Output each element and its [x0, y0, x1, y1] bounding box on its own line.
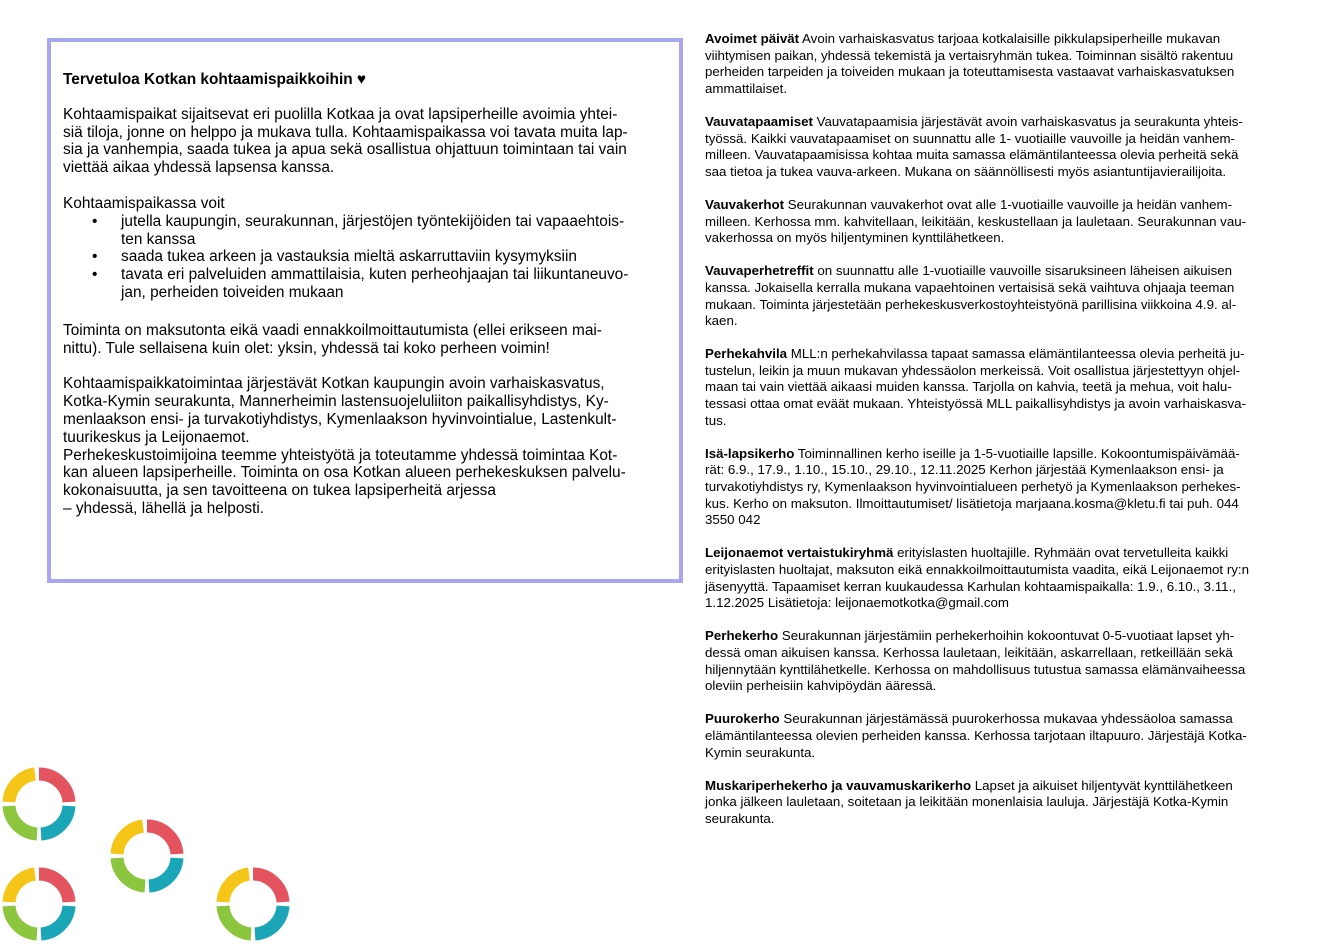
logo-arc-green [117, 858, 145, 886]
activity-text: Vauvatapaamisia järjestävät avoin varhaiskasvatus ja seurakunta yhteis- työssä. Kaikki vauvatapaamiset on suunnattu alle 1- vuotiaille vauvoille ja heidän vanhem- milleen. Vauvatapaamisissa kohtaa muita samassa elämäntilanteessa olevia perheitä sekä saa tietoa ja tukea vauva-arkeen. Mukana on säännöllisesti myös asiantuntijavierailijoita. [705, 113, 1243, 179]
activity-text: erityislasten huoltajille. Ryhmään ovat tervetulleita kaikki erityislasten huoltajat, maksuton eikä ennakkoilmoittautumista vaadita, eikä Leijonaemot ry:n jäsenyyttä. Tapaamiset kerran kuukaudessa Karhulan kohtaamispaikalla: 1.9., 6.10., 3.11., 1.12.2025 Lisätietoja: leijonaemotkotka@gmail.com [705, 545, 1249, 611]
activity-text: Seurakunnan järjestämässä puurokerhossa mukavaa yhdessäoloa samassa elämäntilanteessa olevien perheiden kanssa. Kerhossa tarjotaan iltapuuro. Järjestäjä Kotka- Kymin seurakunta. [705, 711, 1247, 760]
activity-text: MLL:n perhekahvilassa tapaat samassa elämäntilanteessa olevia perheitä ju- tustelun, leikin ja muun mukavan yhdessäolon merkeissä. Voit osallistua järjestettyyn ohjel- maan tai vain viettää aikaasi muiden kanssa. Tarjolla on kahvia, teetä ja mehua, voit halu- tessasi ottaa omat eväät mukaan. Yhteistyössä MLL paikallisyhdistys ja avoin varhaiskasva- tus. [705, 346, 1247, 428]
bullet-icon: • [92, 212, 98, 230]
activity-entry [705, 711, 1296, 761]
bullet-text: jutella kaupungin, seurakunnan, järjestöjen työntekijöiden tai vapaaehtois- ten kanssa [121, 212, 625, 248]
activity-text: Toiminnallinen kerho iseille ja 1-5-vuotiaille lapsille. Kokoontumispäivämää- rät: 6.9., 17.9., 1.10., 15.10., 29.10., 12.11.2025 Kerhon järjestää Kymenlaakson ensi- ja turvakotiyhdistys ry, Kymenlaakson hyvinvointialueen perhetyö ja Kymenlaakson perhekes- kus. Kerho on maksuton. Ilmoittautumiset/ lisätietoja marjaana.kosma@kletu.fi tai puh. 044 3550 042 [705, 445, 1241, 528]
logo-arc-green [223, 906, 251, 934]
activity-entry [705, 346, 1296, 429]
logo-arc-yellow [117, 826, 143, 854]
logo-mark-icon [0, 860, 84, 946]
bullet-icon: • [92, 248, 98, 266]
activity-entry [705, 31, 1296, 97]
intro-paragraph-4: Kohtaamispaikkatoimintaa järjestävät Kotkan kaupungin avoin varhaiskasvatus, Kotka-Kymin seurakunta, Mannerheimin lastensuojeluliiton paikallisyhdistys, Ky- menlaakson ensi- ja turvakotiyhdistys, Kymenlaakson hyvinvointialue, Lastenkult- tuurikeskus ja Leijonaemot. Perhekeskustoimijoina teemme yhteistyötä ja toteutamme yhdessä toimintaa Kot- kan alueen lapsiperheille. Toiminta on osa Kotkan alueen perhekeskuksen palvelu- kokonaisuutta, ja sen tavoitteena on tukea lapsiperheitä arjessa – yhdessä, lähellä ja helposti. [63, 375, 626, 517]
list-item [63, 213, 669, 249]
logo-arc-green [9, 906, 37, 934]
activity-title: Vauvakerhot [705, 196, 785, 212]
activities-column [705, 31, 1296, 844]
activity-text: Seurakunnan järjestämiin perhekerhoihin kokoontuvat 0-5-vuotiaat lapset yh- dessä oman aikuisen kanssa. Kerhossa lauletaan, leikitään, askarrellaan, retkeillään sekä hiljennytään kynttilähetkelle. Kerhossa on mahdollisuus tutustua samassa elämänvaiheessa oleviin perheisiin kahvipöydän ääressä. [705, 628, 1246, 694]
list-item [63, 266, 669, 302]
bullet-icon: • [92, 266, 98, 284]
activity-entry [705, 778, 1296, 828]
logo-arc-green [9, 806, 37, 834]
logo-mark-icon [208, 860, 298, 946]
activity-text: Avoin varhaiskasvatus tarjoaa kotkalaisille pikkulapsiperheille mukavan viihtymisen paikan, yhdessä tekemistä ja vertaisryhmän tukea. Toiminnan sisältö rakentuu perheiden tarpeiden ja toiveiden mukaan ja toteuttamisesta vastaavat varhaiskasvatuksen ammattilaiset. [705, 31, 1235, 96]
activity-entry [705, 446, 1296, 529]
activity-text: Lapset ja aikuiset hiljentyvät kynttilähetkeen jonka jälkeen lauletaan, soitetaan ja leikitään monenlaisia lauluja. Järjestäjä Kotka-Kymin seurakunta. [705, 777, 1233, 826]
logo-mark-icon [102, 812, 192, 898]
activity-title: Muskariperhekerho ja vauvamuskarikerho [705, 777, 972, 793]
activity-title: Perhekerho [705, 628, 779, 644]
activity-entry [705, 197, 1296, 247]
activity-entry [705, 114, 1296, 180]
activity-title: Avoimet päivät [705, 31, 800, 46]
activity-title: Isä-lapsikerho [705, 445, 795, 461]
activity-title: Vauvatapaamiset [705, 113, 813, 129]
activity-entry [705, 545, 1296, 611]
logo-arc-teal [255, 906, 283, 934]
logo-arc-red [253, 874, 283, 902]
logo-arc-teal [41, 806, 69, 834]
activity-text: Seurakunnan vauvakerhot ovat alle 1-vuotiaille vauvoille ja heidän vanhem- milleen. Kerhossa mm. kahvitellaan, leikitään, keskustellaan ja lauletaan. Seurakunnan vau- vakerhossa on myös hiljentyminen kynttilähetkeen. [705, 196, 1247, 246]
logo-arc-yellow [9, 874, 35, 902]
logo-arc-red [39, 774, 69, 802]
activity-title: Puurokerho [705, 711, 780, 727]
bullet-text: tavata eri palveluiden ammattilaisia, kuten perheohjaajan tai liikuntaneuvo- jan, perheiden toiveiden mukaan [121, 266, 629, 301]
intro-paragraph-1: Kohtaamispaikat sijaitsevat eri puolilla Kotkaa ja ovat lapsiperheille avoimia yhtei- siä tiloja, jonne on helppo ja mukava tulla. Kohtaamispaikassa voi tavata muita lap- sia ja vanhempia, saada tukea ja apua sekä osallistua ohjattuun toimintaan tai vain viettää aikaa yhdessä lapsensa kanssa. [63, 105, 628, 177]
logo-arc-teal [41, 906, 69, 934]
activity-title: Vauvaperhetreffit [705, 263, 814, 279]
logo-arc-yellow [223, 874, 249, 902]
activity-entry [705, 263, 1296, 329]
intro-bullet-list [63, 213, 669, 302]
activity-title: Leijonaemot vertaistukiryhmä [705, 545, 894, 561]
logo-mark-icon [0, 760, 84, 846]
activity-text: on suunnattu alle 1-vuotiaille vauvoille sisaruksineen läheisen aikuisen kanssa. Jokaisella kerralla mukana vapaehtoinen vertaisisä sekä vaihtuva ohjaaja teeman mukaan. Toiminta järjestetään perhekeskusverkostoyhteistyönä parillisina viikkoina 4.9. al- kaen. [705, 263, 1237, 329]
intro-list-heading: Kohtaamispaikassa voit [63, 194, 225, 212]
logo-arc-teal [149, 858, 177, 886]
bullet-text: saada tukea arkeen ja vastauksia mieltä askarruttaviin kysymyksiin [121, 248, 577, 266]
logo-arc-yellow [9, 774, 35, 802]
activity-entry [705, 628, 1296, 694]
intro-title: Tervetuloa Kotkan kohtaamispaikkoihin ♥ [63, 71, 367, 88]
logo-arc-red [147, 826, 177, 854]
logo-arc-red [39, 874, 69, 902]
list-item [63, 248, 669, 266]
intro-paragraph-3: Toiminta on maksutonta eikä vaadi ennakkoilmoittautumista (ellei erikseen mai- nittu). Tule sellaisena kuin olet: yksin, yhdessä tai koko perheen voimin! [63, 321, 602, 357]
activity-title: Perhekahvila [705, 346, 788, 362]
intro-box [47, 38, 683, 583]
